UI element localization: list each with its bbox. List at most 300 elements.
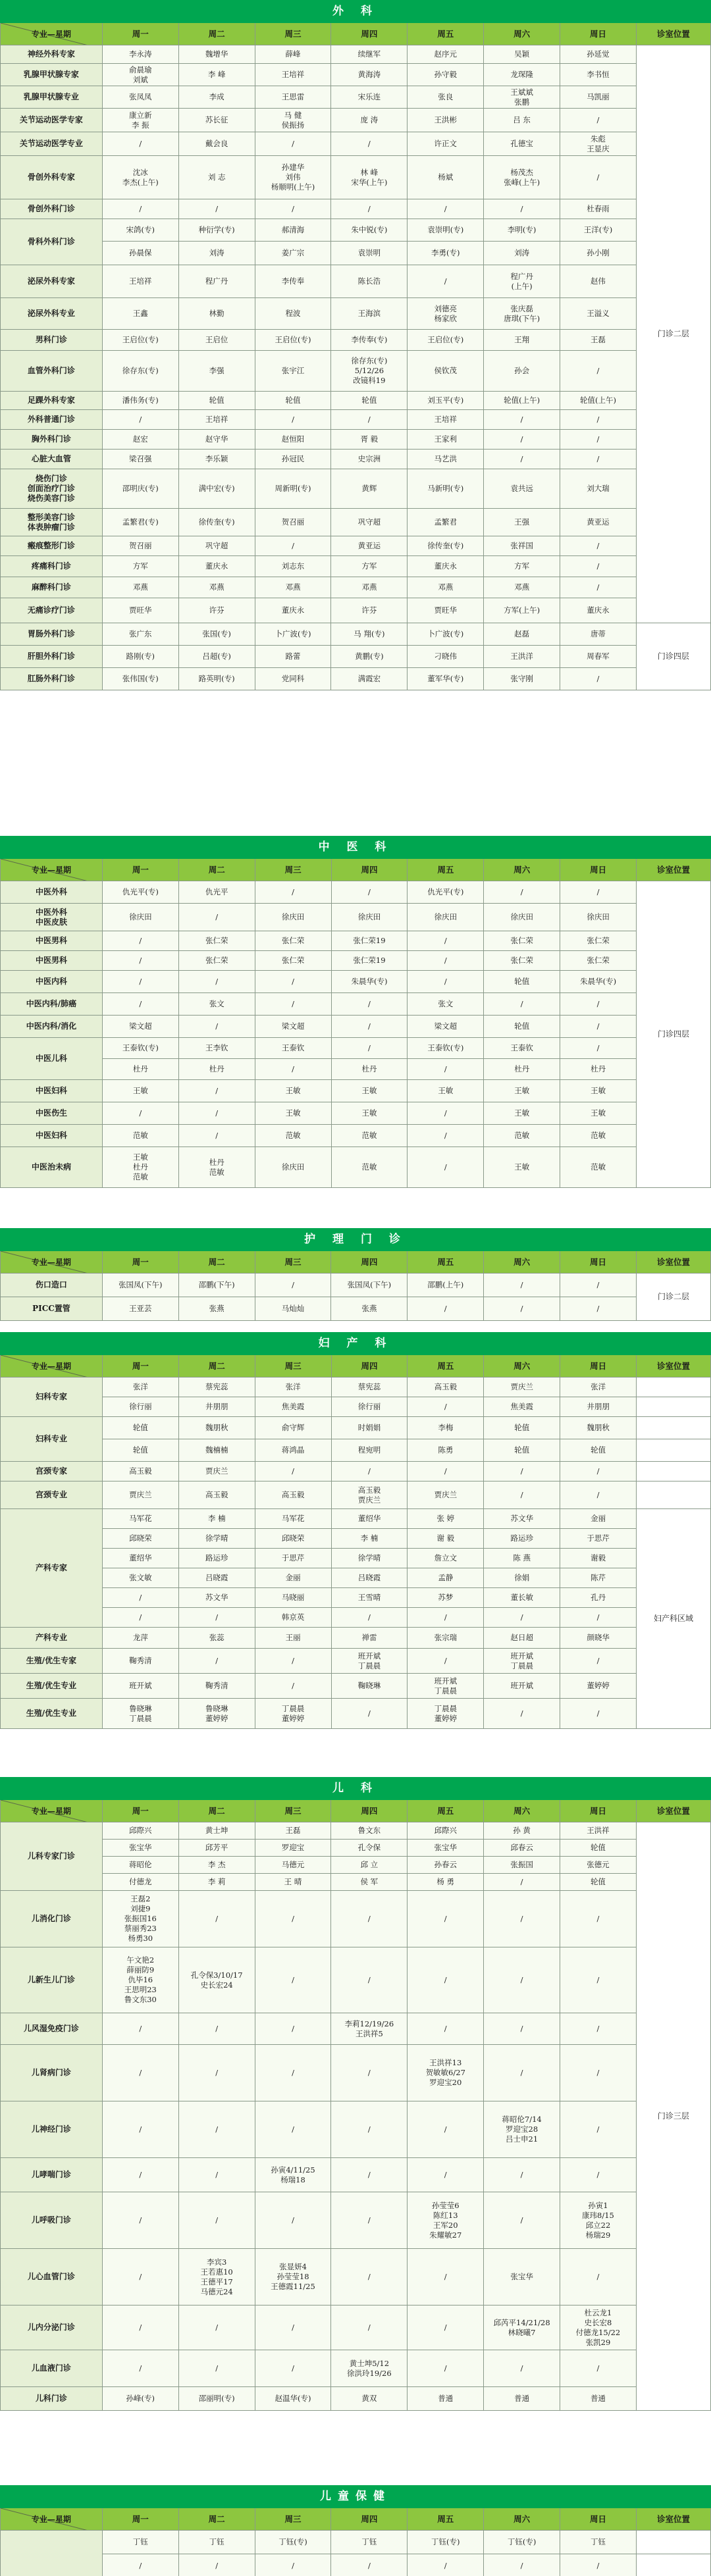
doctor-cell: 鞠晓琳 <box>331 1674 408 1699</box>
doctor-cell: 王泰钦 <box>484 1038 560 1059</box>
department-name: 骨创外科门诊 <box>1 199 103 219</box>
doctor-cell: / <box>331 410 408 430</box>
doctor-cell: 孙建华 刘伟 杨顺明(上午) <box>255 156 331 199</box>
department-name: 乳腺甲状腺专业 <box>1 86 103 109</box>
doctor-cell: 董庆永 <box>560 598 637 623</box>
doctor-cell: 高玉毅 <box>102 1462 178 1481</box>
doctor-cell: / <box>560 430 637 450</box>
department-name: 中医治未病 <box>1 1147 103 1188</box>
doctor-cell: 方军(上午) <box>484 598 560 623</box>
doctor-cell: 马 健 侯振扬 <box>255 109 331 132</box>
doctor-cell: 戴会良 <box>178 132 255 156</box>
doctor-cell: / <box>178 1016 255 1038</box>
doctor-cell: / <box>484 410 560 430</box>
doctor-cell: / <box>408 2158 484 2192</box>
table-row <box>1 219 711 242</box>
doctor-cell: / <box>178 2158 255 2192</box>
doctor-cell: / <box>560 993 637 1016</box>
table-row <box>1 1840 711 1857</box>
doctor-cell: / <box>331 1947 408 2013</box>
doctor-cell: / <box>560 1699 637 1729</box>
table-row <box>1 2101 711 2158</box>
department-name: 胃肠外科门诊 <box>1 623 103 646</box>
clinic-location-empty <box>637 1481 711 1509</box>
table-row <box>1 1628 711 1649</box>
doctor-cell: 王丽 <box>255 1628 331 1649</box>
table-row <box>1 1439 711 1462</box>
doctor-cell: 李宾3 王若惠10 王德平17 马德元24 <box>178 2249 255 2306</box>
department-name: 生殖/优生专业 <box>1 1674 103 1699</box>
doctor-cell: 李强 <box>178 351 255 392</box>
doctor-cell: 王敏 <box>408 1080 484 1102</box>
doctor-cell: 卜广波(专) <box>408 623 484 646</box>
doctor-cell: 刘大瑞 <box>560 469 637 509</box>
doctor-cell: 丁钰 <box>560 2531 637 2554</box>
department-name: 外科普通门诊 <box>1 410 103 430</box>
doctor-cell: / <box>560 156 637 199</box>
doctor-cell: / <box>484 2158 560 2192</box>
doctor-cell: 周新明(专) <box>255 469 331 509</box>
doctor-cell: 马 翔(专) <box>331 623 408 646</box>
doctor-cell: 蒋鸿晶 <box>255 1439 331 1462</box>
table-row <box>1 1891 711 1947</box>
doctor-cell: 范敏 <box>331 1125 408 1147</box>
doctor-cell: / <box>408 1147 484 1188</box>
header-weekday: 周一 <box>102 23 178 45</box>
doctor-cell: 轮值 <box>255 392 331 410</box>
doctor-cell: 焦美霞 <box>255 1397 331 1417</box>
doctor-cell: 路运珍 <box>178 1549 255 1568</box>
table-row <box>1 351 711 392</box>
department-name: 瘢痕整形门诊 <box>1 536 103 556</box>
header-corner-label: 专业—星期 <box>31 1806 71 1816</box>
doctor-cell: 赵守华 <box>178 430 255 450</box>
table-row <box>1 1462 711 1481</box>
table-row <box>1 450 711 469</box>
header-location: 诊室位置 <box>636 1251 710 1274</box>
header-location: 诊室位置 <box>636 23 710 45</box>
header-weekday: 周三 <box>255 23 331 45</box>
doctor-cell: 董庆永 <box>255 598 331 623</box>
header-weekday: 周四 <box>331 23 408 45</box>
table-row <box>1 556 711 577</box>
doctor-cell: 史宗洲 <box>331 450 408 469</box>
doctor-cell: / <box>560 2249 637 2306</box>
table-row <box>1 2387 711 2411</box>
doctor-cell: 轮值 <box>560 1874 637 1891</box>
doctor-cell: 王海滨 <box>331 298 408 330</box>
doctor-cell: 薛峰 <box>255 45 331 64</box>
doctor-cell: 金丽 <box>560 1509 637 1529</box>
department-name: 烧伤门诊 创面治疗门诊 烧伤美容门诊 <box>1 469 103 509</box>
doctor-cell: / <box>178 2306 255 2350</box>
doctor-cell: 井朋朋 <box>560 1397 637 1417</box>
doctor-cell: 李传奉 <box>255 265 331 298</box>
doctor-cell: 苏梦 <box>408 1588 484 1608</box>
header-weekday: 周三 <box>255 1355 331 1378</box>
doctor-cell: / <box>560 450 637 469</box>
table-row <box>1 993 711 1016</box>
doctor-cell: / <box>178 2350 255 2387</box>
doctor-cell: 孔令保3/10/17 史长宏24 <box>178 1947 255 2013</box>
doctor-cell: 高玉毅 <box>408 1378 484 1397</box>
doctor-cell: 梁文超 <box>255 1016 331 1038</box>
doctor-cell: 黄士坤5/12 徐洪玲19/26 <box>331 2350 408 2387</box>
doctor-cell: 路运珍 <box>484 1529 560 1549</box>
doctor-cell: / <box>560 1038 637 1059</box>
doctor-cell: 普通 <box>560 2387 637 2411</box>
doctor-cell: / <box>484 1608 560 1628</box>
doctor-cell: 张仁荣 <box>255 931 331 951</box>
doctor-cell: 王亚芸 <box>102 1297 178 1321</box>
doctor-cell: 班开斌 <box>484 1674 560 1699</box>
doctor-cell: 李 峰 <box>178 64 255 86</box>
department-name: 血管外科门诊 <box>1 351 103 392</box>
doctor-cell: 孙 黄 <box>484 1822 560 1840</box>
doctor-cell: 赵恒阳 <box>255 430 331 450</box>
doctor-cell: 王启位 <box>178 330 255 351</box>
doctor-cell: / <box>408 971 484 993</box>
department-name: 妇科专家 <box>1 1378 103 1417</box>
doctor-cell: 徐存东(专) 5/12/26 改镜科19 <box>331 351 408 392</box>
doctor-cell: 范敏 <box>255 1125 331 1147</box>
header-weekday: 周六 <box>484 23 560 45</box>
doctor-cell: 鞠秀清 <box>102 1649 178 1674</box>
doctor-cell: / <box>255 1649 331 1674</box>
doctor-cell: 邓燕 <box>255 577 331 598</box>
header-corner-cell <box>1 23 103 45</box>
doctor-cell: 付德龙 <box>102 1874 178 1891</box>
doctor-cell: 杨 勇 <box>408 1874 484 1891</box>
doctor-cell: / <box>408 2013 484 2045</box>
header-weekday: 周五 <box>408 2508 484 2531</box>
doctor-cell: / <box>255 2045 331 2101</box>
clinic-location: 妇产科区域 <box>637 1509 711 1729</box>
doctor-cell: 党同科 <box>255 668 331 690</box>
table-row <box>1 536 711 556</box>
doctor-cell: / <box>102 993 178 1016</box>
department-name: 儿科门诊 <box>1 2387 103 2411</box>
doctor-cell: 沈冰 李杰(上午) <box>102 156 178 199</box>
doctor-cell: 龙琛隆 <box>484 64 560 86</box>
doctor-cell: 张良 <box>408 86 484 109</box>
header-weekday: 周三 <box>255 2508 331 2531</box>
table-row <box>1 2350 711 2387</box>
doctor-cell: 赵日超 <box>484 1628 560 1649</box>
doctor-cell: 赵温华(专) <box>255 2387 331 2411</box>
doctor-cell: 张仁荣 <box>560 931 637 951</box>
department-name: 伤口造口 <box>1 1274 103 1297</box>
doctor-cell: / <box>255 2101 331 2158</box>
doctor-cell: 方军 <box>331 556 408 577</box>
doctor-cell: 王家利 <box>408 430 484 450</box>
header-corner-label: 专业—星期 <box>31 1257 71 1267</box>
department-name: 男科门诊 <box>1 330 103 351</box>
doctor-cell: 姜广宗 <box>255 242 331 265</box>
doctor-cell: / <box>408 265 484 298</box>
doctor-cell: 王翔 <box>484 330 560 351</box>
doctor-cell: 李书恒 <box>560 64 637 86</box>
doctor-cell: / <box>102 2013 178 2045</box>
department-name: 儿科专家门诊 <box>1 1822 103 1891</box>
doctor-cell: 谢 毅 <box>408 1529 484 1549</box>
doctor-cell: 徐存东(专) <box>102 351 178 392</box>
doctor-cell: / <box>178 1125 255 1147</box>
doctor-cell: / <box>408 1947 484 2013</box>
doctor-cell: 孙春云 <box>408 1857 484 1874</box>
header-weekday: 周日 <box>560 2508 637 2531</box>
department-name: PICC置管 <box>1 1297 103 1321</box>
doctor-cell: 轮值 <box>484 1439 560 1462</box>
doctor-cell: / <box>408 1649 484 1674</box>
doctor-cell: / <box>255 2192 331 2249</box>
doctor-cell: 张仁荣19 <box>331 951 408 971</box>
doctor-cell: / <box>408 1891 484 1947</box>
department-name: 产科专业 <box>1 1628 103 1649</box>
table-row <box>1 2158 711 2192</box>
doctor-cell: 王培祥 <box>102 265 178 298</box>
doctor-cell: 徐学晴 <box>331 1549 408 1568</box>
doctor-cell: 董长敏 <box>484 1588 560 1608</box>
doctor-cell: 张仁荣 <box>178 951 255 971</box>
doctor-cell: / <box>102 951 178 971</box>
doctor-cell: 李莉12/19/26 王洪祥5 <box>331 2013 408 2045</box>
doctor-cell: / <box>560 668 637 690</box>
doctor-cell: / <box>560 1649 637 1674</box>
department-name: 中医外科 中医皮肤 <box>1 904 103 931</box>
doctor-cell: 邵丽明(专) <box>178 2387 255 2411</box>
doctor-cell: 王敏 <box>560 1102 637 1125</box>
header-weekday: 周日 <box>560 23 637 45</box>
doctor-cell: 班开斌 丁晨晨 <box>331 1649 408 1674</box>
department-section <box>0 0 711 690</box>
table-row <box>1 2306 711 2350</box>
table-row <box>1 1549 711 1568</box>
doctor-cell: 续继军 <box>331 45 408 64</box>
doctor-cell: / <box>560 536 637 556</box>
doctor-cell: / <box>102 2158 178 2192</box>
doctor-cell: 徐学晴 <box>178 1529 255 1549</box>
doctor-cell: 马军花 <box>255 1509 331 1529</box>
section-title: 外 科 <box>1 1 711 23</box>
doctor-cell: 贺召丽 <box>102 536 178 556</box>
doctor-cell: 轮值 <box>560 1439 637 1462</box>
doctor-cell: / <box>331 881 408 904</box>
header-weekday: 周三 <box>255 1251 331 1274</box>
doctor-cell: / <box>178 904 255 931</box>
section-title: 儿 科 <box>1 1778 711 1800</box>
header-corner-label: 专业—星期 <box>31 865 71 875</box>
doctor-cell: 张仁荣 <box>484 951 560 971</box>
doctor-cell: 王敏 <box>484 1080 560 1102</box>
department-name: 无痛诊疗门诊 <box>1 598 103 623</box>
header-weekday: 周四 <box>331 1251 408 1274</box>
table-row <box>1 132 711 156</box>
doctor-cell: 黄辉 <box>331 469 408 509</box>
doctor-cell: 黄士坤 <box>178 1822 255 1840</box>
department-name: 宫颈专家 <box>1 1462 103 1481</box>
header-weekday: 周三 <box>255 859 331 881</box>
doctor-cell: 邱際兴 <box>102 1822 178 1840</box>
doctor-cell: 杜丹 <box>484 1059 560 1080</box>
doctor-cell: / <box>255 993 331 1016</box>
doctor-cell: / <box>178 1891 255 1947</box>
doctor-cell: 梁文超 <box>408 1016 484 1038</box>
header-corner-cell <box>1 1800 103 1822</box>
doctor-cell: 杨茂杰 张峰(上午) <box>484 156 560 199</box>
schedule-table <box>0 1777 711 2411</box>
doctor-cell: 邓燕 <box>408 577 484 598</box>
doctor-cell: 张仁荣 <box>560 951 637 971</box>
doctor-cell: 鲁晓琳 丁晨晨 <box>102 1699 178 1729</box>
department-name: 肝胆外科门诊 <box>1 646 103 668</box>
doctor-cell: / <box>331 1608 408 1628</box>
doctor-cell: 董庆永 <box>408 556 484 577</box>
doctor-cell: 程宛明 <box>331 1439 408 1462</box>
doctor-cell: 王启位(专) <box>255 330 331 351</box>
table-row <box>1 2192 711 2249</box>
table-row <box>1 1674 711 1699</box>
doctor-cell: 朱晨华(专) <box>560 971 637 993</box>
doctor-cell: / <box>560 1016 637 1038</box>
table-row <box>1 242 711 265</box>
header-corner-cell <box>1 1355 103 1378</box>
doctor-cell: 王雪晴 <box>331 1588 408 1608</box>
doctor-cell: / <box>484 2045 560 2101</box>
doctor-cell: / <box>560 1274 637 1297</box>
header-weekday: 周五 <box>408 859 484 881</box>
doctor-cell: 宋鸽(专) <box>102 219 178 242</box>
department-name: 关节运动医学专家 <box>1 109 103 132</box>
doctor-cell: 魏增华 <box>178 45 255 64</box>
doctor-cell: / <box>560 2013 637 2045</box>
table-row <box>1 199 711 219</box>
doctor-cell: 林勤 <box>178 298 255 330</box>
department-name: 乳腺甲状腺专家 <box>1 64 103 86</box>
doctor-cell: 张宝华 <box>484 2249 560 2306</box>
doctor-cell: / <box>408 2554 484 2576</box>
doctor-cell: 王 晴 <box>255 1874 331 1891</box>
doctor-cell: 吕超(专) <box>178 646 255 668</box>
doctor-cell: 徐庆田 <box>255 1147 331 1188</box>
department-name: 生殖/优生专家 <box>1 1649 103 1674</box>
doctor-cell: 张伟国(专) <box>102 668 178 690</box>
department-name: 足踝外科专家 <box>1 392 103 410</box>
doctor-cell: 路英明(专) <box>178 668 255 690</box>
doctor-cell: 周春军 <box>560 646 637 668</box>
header-corner-label: 专业—星期 <box>31 1361 71 1371</box>
doctor-cell: 轮值 <box>484 1417 560 1439</box>
header-weekday: 周四 <box>331 859 408 881</box>
department-name: 中医男科 <box>1 951 103 971</box>
doctor-cell: 刘德亮 杨家欣 <box>408 298 484 330</box>
header-location: 诊室位置 <box>637 1355 711 1378</box>
doctor-cell: 高玉毅 <box>178 1481 255 1509</box>
table-row <box>1 1947 711 2013</box>
doctor-cell: 徐庆田 <box>484 904 560 931</box>
doctor-cell: 王敏 <box>255 1080 331 1102</box>
department-name: 麻醉科门诊 <box>1 577 103 598</box>
doctor-cell: 蔡宪蕊 <box>331 1378 408 1397</box>
doctor-cell: / <box>331 2306 408 2350</box>
doctor-cell: 陈 燕 <box>484 1549 560 1568</box>
doctor-cell: / <box>408 1125 484 1147</box>
department-name: 儿新生儿门诊 <box>1 1947 103 2013</box>
table-row <box>1 509 711 536</box>
doctor-cell: 颜晓华 <box>560 1628 637 1649</box>
doctor-cell: 鞠秀清 <box>178 1674 255 1699</box>
doctor-cell: 张燕 <box>178 1297 255 1321</box>
department-name: 中医男科 <box>1 931 103 951</box>
schedule-table <box>0 1228 711 1321</box>
doctor-cell: 范敏 <box>102 1125 178 1147</box>
doctor-cell: / <box>255 199 331 219</box>
doctor-cell: 王鑫 <box>102 298 178 330</box>
doctor-cell: 邵鹏(下午) <box>178 1274 255 1297</box>
doctor-cell: 林 峰 宋华(上午) <box>331 156 408 199</box>
doctor-cell: / <box>102 2350 178 2387</box>
section-title: 儿童保健 <box>1 2486 711 2508</box>
doctor-cell: 王李钦 <box>178 1038 255 1059</box>
table-row <box>1 1274 711 1297</box>
table-row <box>1 2013 711 2045</box>
doctor-cell: 刘涛 <box>178 242 255 265</box>
doctor-cell: 孙守毅 <box>408 64 484 86</box>
doctor-cell: 赵序元 <box>408 45 484 64</box>
doctor-cell: 张广东 <box>102 623 178 646</box>
doctor-cell: 贾庆兰 <box>178 1462 255 1481</box>
table-row <box>1 1297 711 1321</box>
doctor-cell: 张洋 <box>102 1378 178 1397</box>
doctor-cell: 张仁荣 <box>178 931 255 951</box>
department-name: 生殖/优生专业 <box>1 1699 103 1729</box>
doctor-cell: / <box>484 1297 560 1321</box>
doctor-cell: 张振国 <box>484 1857 560 1874</box>
department-section <box>0 1777 711 2411</box>
doctor-cell: 李 莉 <box>178 1874 255 1891</box>
doctor-cell: 方军 <box>102 556 178 577</box>
clinic-location: 门诊二层 <box>636 45 710 623</box>
doctor-cell: 孙延觉 <box>560 45 637 64</box>
header-corner-label: 专业—星期 <box>31 29 71 39</box>
doctor-cell: 孔令保 <box>331 1840 408 1857</box>
doctor-cell: 孙晨保 <box>102 242 178 265</box>
doctor-cell: 张仁荣 <box>484 931 560 951</box>
clinic-location-empty <box>636 2531 710 2554</box>
doctor-cell: 王泰钦(专) <box>408 1038 484 1059</box>
doctor-cell: 杜丹 <box>178 1059 255 1080</box>
header-corner-cell <box>1 859 103 881</box>
section-title: 妇 产 科 <box>1 1333 711 1355</box>
doctor-cell: / <box>331 1699 408 1729</box>
doctor-cell: / <box>560 556 637 577</box>
doctor-cell: 丁钰 <box>331 2531 408 2554</box>
doctor-cell: 董绍华 <box>102 1549 178 1568</box>
doctor-cell: 普通 <box>408 2387 484 2411</box>
doctor-cell: 王溢义 <box>560 298 637 330</box>
doctor-cell: 贾旺华 <box>408 598 484 623</box>
table-row <box>1 1147 711 1188</box>
doctor-cell: 孙峰(专) <box>102 2387 178 2411</box>
doctor-cell: 王敏 <box>484 1147 560 1188</box>
table-row <box>1 1417 711 1439</box>
doctor-cell: / <box>560 109 637 132</box>
doctor-cell: / <box>560 2554 637 2576</box>
department-name: 中医内科/消化 <box>1 1016 103 1038</box>
doctor-cell: 邱芮平14/21/28 林晓曦7 <box>484 2306 560 2350</box>
doctor-cell: 孙寅4/11/25 杨瑞18 <box>255 2158 331 2192</box>
table-row <box>1 2531 711 2554</box>
